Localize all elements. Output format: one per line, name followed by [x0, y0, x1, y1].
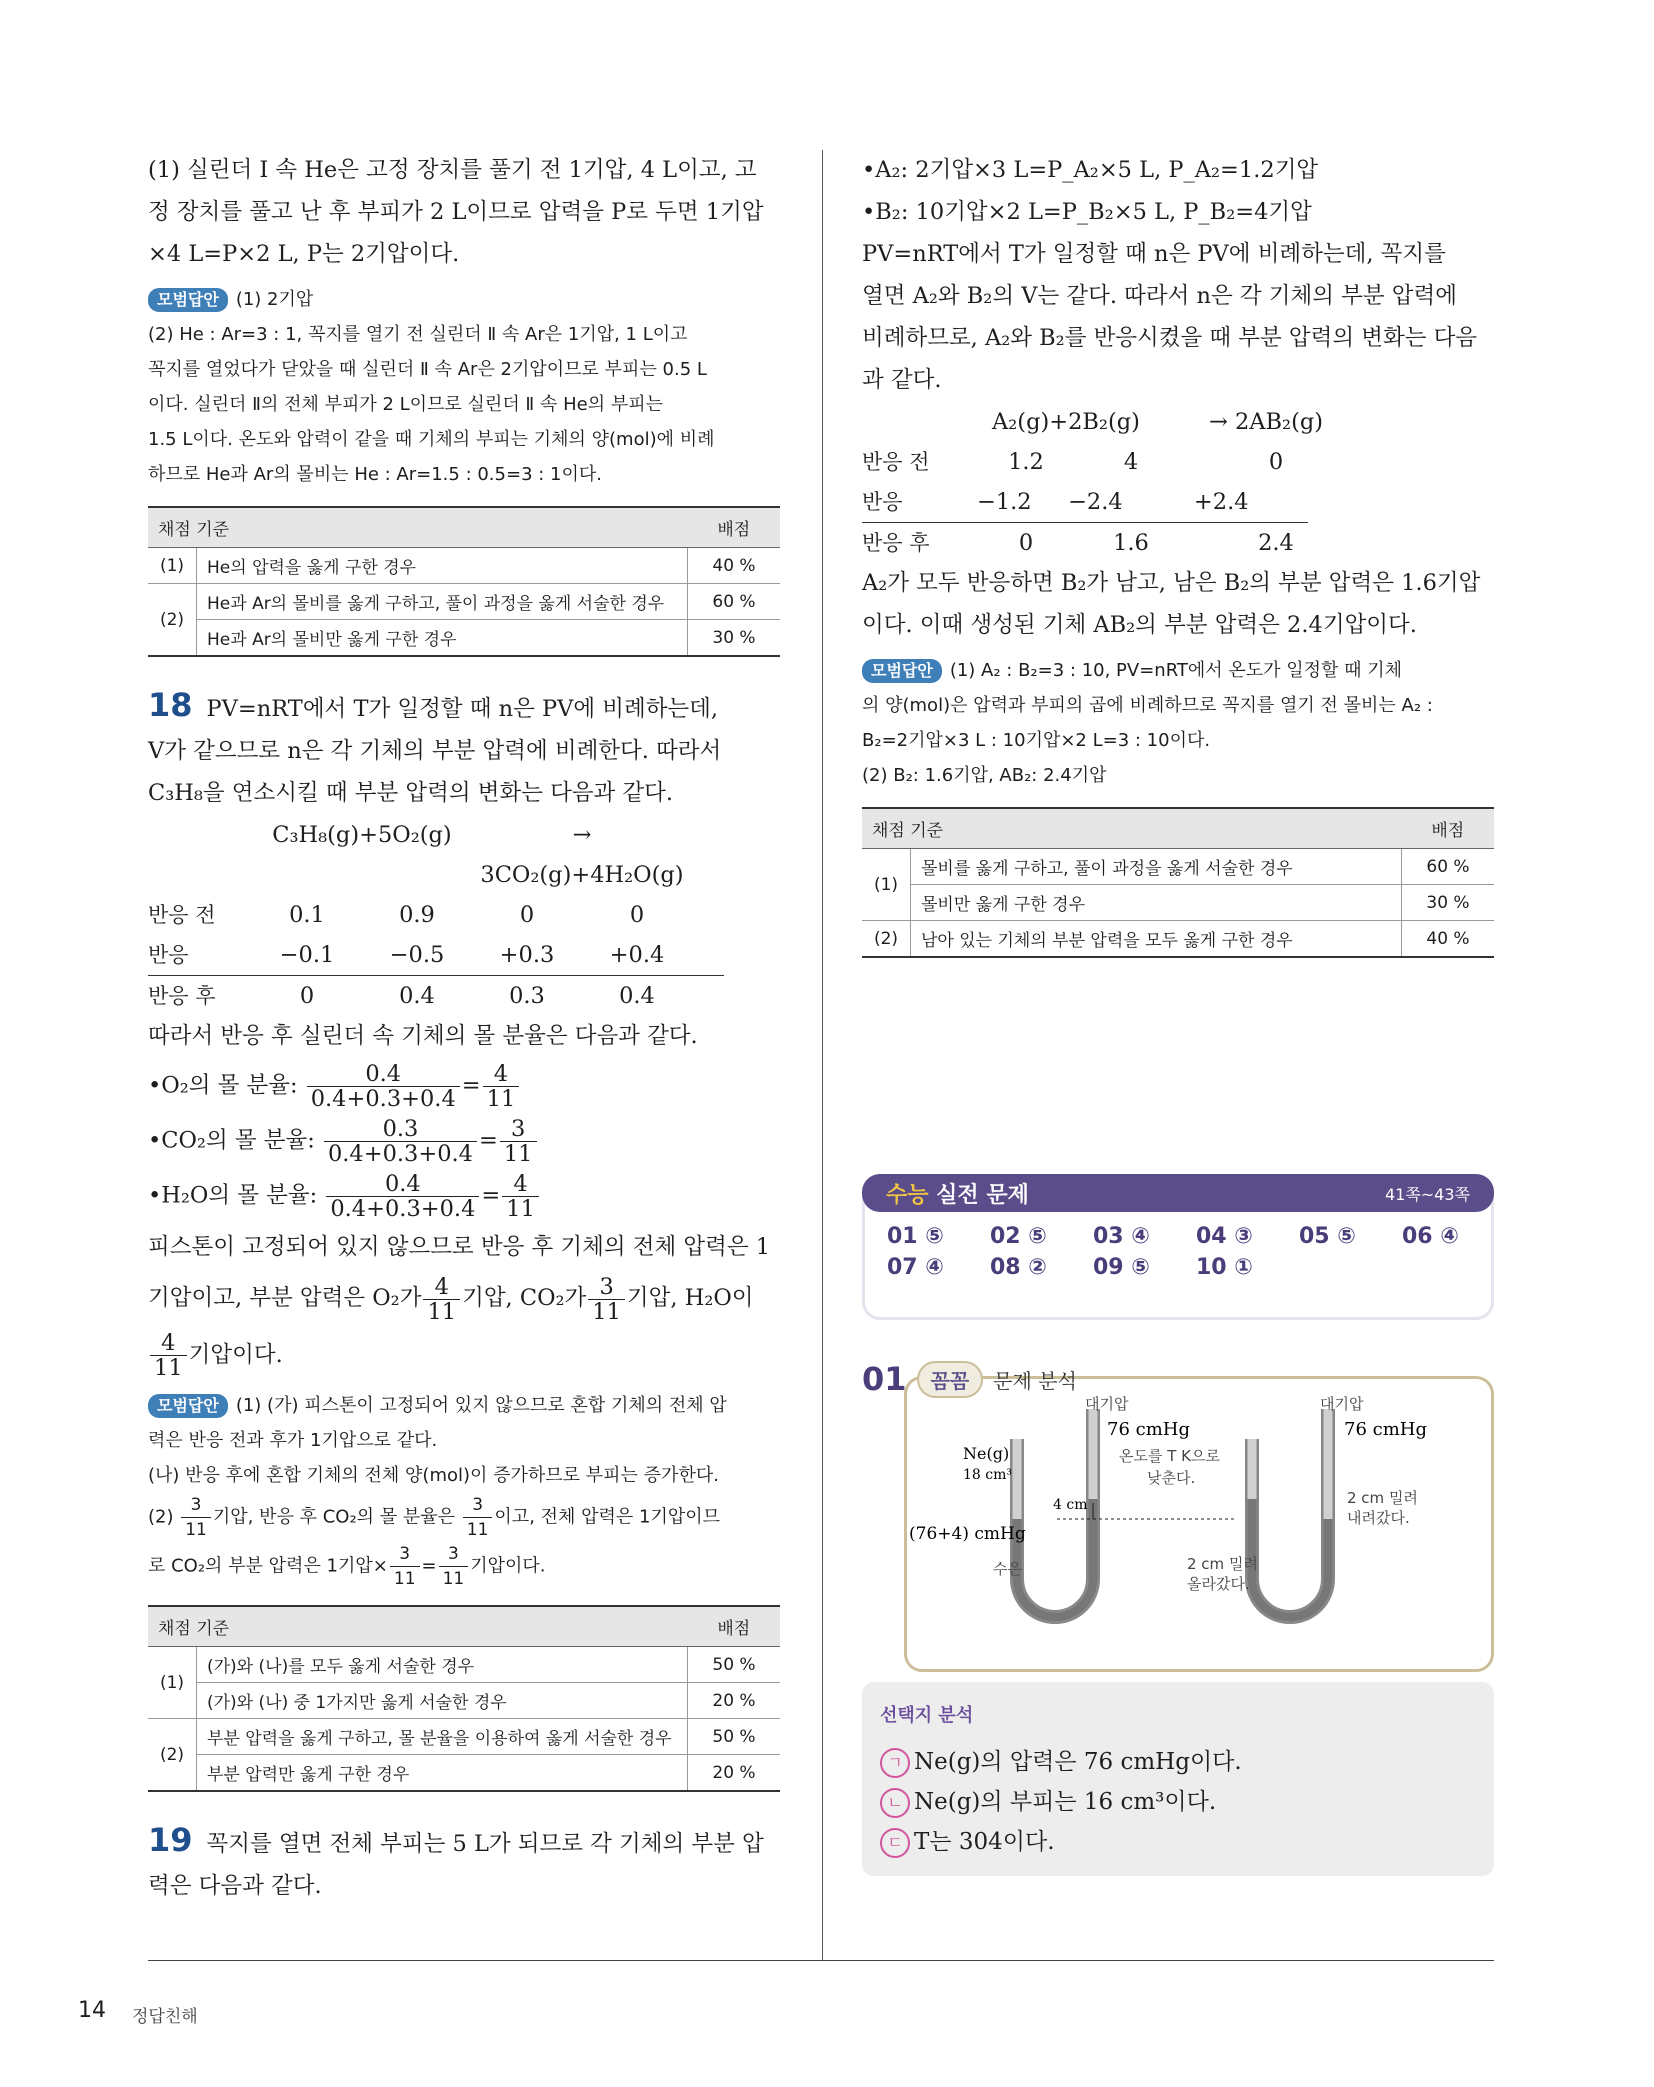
book-label: 정답친해 — [132, 2007, 198, 2027]
table-row: 몰비만 옳게 구한 경우 30 % — [862, 885, 1494, 921]
reaction-table-19: A₂(g)+2B₂(g) → 2AB₂(g) 반응 전 1.2 4 0 반응 −1.2 −2.4 +2.4 반응 후 0 1.6 2.4 — [862, 409, 1324, 556]
column-divider — [822, 150, 823, 1960]
q18-partial-pressure-line: 기압이고, 부분 압력은 O₂가 $\frac{4}{11}$ 기압, CO₂가 $\frac{3}{11}$ 기압, H₂O이 — [148, 1273, 754, 1325]
q19-line: 이다. 이때 생성된 기체 AB₂의 부분 압력은 2.4기압이다. — [862, 612, 1417, 638]
reaction-table-18: C₃H₈(g)+5O₂(g) → 3CO₂(g)+4H₂O(g) 반응 전 0.1 0.9 0 0 반응 −0.1 −0.5 +0.3 +0.4 반응 후 0 0.4 0.3 0.4 — [148, 815, 780, 1016]
q18-line: 피스톤이 고정되어 있지 않으므로 반응 후 기체의 전체 압력은 1 — [148, 1234, 771, 1260]
svg-text:2 cm 밀려: 2 cm 밀려 — [1347, 1489, 1418, 1507]
question-number: 19 — [148, 1821, 193, 1859]
choice-mark: ㄴ — [880, 1788, 910, 1818]
question-number: 18 — [148, 686, 193, 724]
answer-item: 03 ④ — [1093, 1224, 1150, 1249]
choice-item: ㄱ Ne(g)의 압력은 76 cmHg이다. — [880, 1742, 1476, 1782]
svg-text:내려갔다.: 내려갔다. — [1347, 1509, 1410, 1527]
table-row: (2) 남아 있는 기체의 부분 압력을 모두 옳게 구한 경우 40 % — [862, 921, 1494, 958]
choice-item: ㄷ T는 304이다. — [880, 1822, 1476, 1862]
table-row: (1) 몰비를 옳게 구하고, 풀이 과정을 옳게 서술한 경우 60 % — [862, 849, 1494, 885]
choice-item: ㄴ Ne(g)의 부피는 16 cm³이다. — [880, 1782, 1476, 1822]
svg-text:4 cm: 4 cm — [1053, 1497, 1088, 1513]
q18-partial-pressure-line: $\frac{4}{11}$ 기압이다. — [148, 1330, 780, 1381]
model-answer-badge: 모범답안 — [862, 659, 942, 683]
suneung-answer-box — [862, 1174, 1494, 1320]
table-row: (가)와 (나) 중 1가지만 옳게 서술한 경우 20 % — [148, 1683, 780, 1719]
table-row: 부분 압력만 옳게 구한 경우 20 % — [148, 1755, 780, 1792]
model-answer-badge: 모범답안 — [148, 1394, 228, 1418]
choice-mark: ㄱ — [880, 1748, 910, 1778]
q18-line: V가 같으므로 n은 각 기체의 부분 압력에 비례한다. 따라서 — [148, 738, 722, 764]
model-answer-badge: 모범답안 — [148, 288, 228, 312]
mole-fraction-o2: •O₂의 몰 분율: $\frac{0.4}{0.4+0.3+0.4}$ = $\frac{4}{11}$ — [148, 1062, 780, 1111]
q18-line: 따라서 반응 후 실린더 속 기체의 몰 분율은 다음과 같다. — [148, 1023, 698, 1049]
suneung-title: 수능 실전 문제 — [886, 1182, 1029, 1208]
q19-line: 열면 A₂와 B₂의 V는 같다. 따라서 n은 각 기체의 부분 압력에 — [862, 283, 1457, 309]
q17-line: 정 장치를 풀고 난 후 부피가 2 L이므로 압력을 P로 두면 1기압 — [148, 199, 764, 225]
choice-analysis — [862, 1682, 1494, 1876]
q17-line: (1) 실린더 Ⅰ 속 He은 고정 장치를 풀기 전 1기압, 4 L이고, 고 — [148, 157, 757, 183]
page-number: 14 — [78, 1998, 106, 2023]
q19-line: A₂가 모두 반응하면 B₂가 남고, 남은 B₂의 부분 압력은 1.6기압 — [862, 570, 1481, 596]
svg-text:Ne(g): Ne(g) — [963, 1444, 1010, 1463]
answer-item: 06 ④ — [1402, 1224, 1459, 1249]
svg-text:76 cmHg: 76 cmHg — [1344, 1419, 1427, 1440]
mole-fraction-co2: •CO₂의 몰 분율: $\frac{0.3}{0.4+0.3+0.4}$ = $\frac{3}{11}$ — [148, 1117, 780, 1166]
answer-item: 09 ⑤ — [1093, 1255, 1150, 1280]
diagram-frame — [904, 1376, 1494, 1672]
right-column — [862, 150, 1494, 1876]
q19-line: 비례하므로, A₂와 B₂를 반응시켰을 때 부분 압력의 변화는 다음 — [862, 325, 1478, 351]
problem-01-analysis — [862, 1360, 1494, 1876]
svg-text:2 cm 밀려: 2 cm 밀려 — [1187, 1555, 1258, 1573]
choice-mark: ㄷ — [880, 1828, 910, 1858]
table-row: He과 Ar의 몰비만 옳게 구한 경우 30 % — [148, 620, 780, 657]
answer-grid — [865, 1212, 1491, 1292]
page-range: 41쪽~43쪽 — [1384, 1184, 1470, 1204]
scoring-table-19: 채점 기준 배점 (1) 몰비를 옳게 구하고, 풀이 과정을 옳게 서술한 경우 60 % 몰비만 옳게 구한 경우 30 % (2) 남아 있는 기체의 부분 압력을 모두 옳게 구한 경우 40 % — [862, 807, 1494, 958]
model-answer-17: 모범답안 (1) 2기압 (2) He : Ar=3 : 1, 꼭지를 열기 전 실린더 Ⅱ 속 Ar은 1기압, 1 L이고 꼭지를 열었다가 닫았을 때 실린더 Ⅱ 속 Ar은 2기압이므로 부피는 0.5 L 이다. 실린더 Ⅱ의 전체 부피가 2 L이므로 실린더 Ⅱ 속 He의 부피는 1.5 L이다. 온도와 압력이 같을 때 기체의 부피는 기체의 양(mol)에 비례 하므로 He과 Ar의 몰비는 He : Ar=1.5 : 0.5=3 : 1이다. — [148, 289, 715, 485]
table-row: (2) 부분 압력을 옳게 구하고, 몰 분율을 이용하여 옳게 서술한 경우 50 % — [148, 1719, 780, 1755]
svg-text:수은: 수은 — [993, 1560, 1022, 1578]
q19-line: PV=nRT에서 T가 일정할 때 n은 PV에 비례하는데, 꼭지를 — [862, 241, 1446, 267]
svg-text:18 cm³: 18 cm³ — [963, 1467, 1012, 1483]
table-row: (1) (가)와 (나)를 모두 옳게 서술한 경우 50 % — [148, 1647, 780, 1683]
svg-text:대기압: 대기압 — [1085, 1395, 1129, 1413]
q19-line: 19 꼭지를 열면 전체 부피는 5 L가 되므로 각 기체의 부분 압 — [148, 1821, 764, 1859]
scoring-table-17: 채점 기준 배점 (1) He의 압력을 옳게 구한 경우 40 % (2) He과 Ar의 몰비를 옳게 구하고, 풀이 과정을 옳게 서술한 경우 60 % He과 Ar의 몰비만 옳게 구한 경우 30 % — [148, 506, 780, 657]
footer-rule — [148, 1960, 1494, 1961]
model-answer-18: 모범답안 (1) (가) 피스톤이 고정되어 있지 않으므로 혼합 기체의 전체 압 력은 반응 전과 후가 1기압으로 같다. (나) 반응 후에 혼합 기체의 전체 양(mol)이 증가하므로 부피는 증가한다. (2) $\frac{3}{11}$ 기압, 반응 후 CO₂의 몰 분율은 $\frac{3}{11}$ 이고, 전체 압력은 1기압이므 로 CO₂의 부분 압력은 1기압× $\frac{3}{11}$ = $\frac{3}{11}$ 기압이다. — [148, 1395, 727, 1589]
kkom-badge: 꼼꼼 — [917, 1361, 984, 1398]
answer-item: 05 ⑤ — [1299, 1224, 1356, 1249]
svg-text:낮춘다.: 낮춘다. — [1147, 1469, 1196, 1487]
q19-line: •A₂: 2기압×3 L=P_A₂×5 L, P_A₂=1.2기압 — [862, 157, 1319, 183]
q19-line: •B₂: 10기압×2 L=P_B₂×5 L, P_B₂=4기압 — [862, 199, 1312, 225]
q19-line: 력은 다음과 같다. — [148, 1873, 322, 1899]
svg-text:76 cmHg: 76 cmHg — [1107, 1419, 1190, 1440]
answer-item: 01 ⑤ — [887, 1224, 944, 1249]
table-row: (2) He과 Ar의 몰비를 옳게 구하고, 풀이 과정을 옳게 서술한 경우 60 % — [148, 584, 780, 620]
left-column — [148, 150, 780, 1908]
q18-line: 18 PV=nRT에서 T가 일정할 때 n은 PV에 비례하는데, — [148, 686, 719, 724]
svg-text:온도를 T K으로: 온도를 T K으로 — [1119, 1447, 1220, 1465]
q19-line: 과 같다. — [862, 367, 942, 393]
analysis-label: 문제 분석 — [993, 1368, 1077, 1393]
scoring-table-18: 채점 기준 배점 (1) (가)와 (나)를 모두 옳게 서술한 경우 50 % (가)와 (나) 중 1가지만 옳게 서술한 경우 20 % (2) 부분 압력을 옳게 구하고, 몰 분율을 이용하여 옳게 서술한 경우 50 % 부분 압력만 옳게 구한 경우 20 % — [148, 1605, 780, 1792]
suneung-header — [862, 1174, 1494, 1212]
answer-item: 02 ⑤ — [990, 1224, 1047, 1249]
answer-item: 04 ③ — [1196, 1224, 1253, 1249]
table-row: (1) He의 압력을 옳게 구한 경우 40 % — [148, 548, 780, 584]
svg-text:올라갔다.: 올라갔다. — [1187, 1575, 1250, 1593]
u-tube-diagram — [907, 1379, 1497, 1663]
q17-line: ×4 L=P×2 L, P는 2기압이다. — [148, 241, 460, 267]
choice-analysis-title: 선택지 분석 — [880, 1705, 974, 1726]
svg-text:(76+4) cmHg: (76+4) cmHg — [909, 1524, 1026, 1544]
question-number: 01 — [862, 1360, 907, 1398]
answer-item: 07 ④ — [887, 1255, 944, 1280]
model-answer-19: 모범답안 (1) A₂ : B₂=3 : 10, PV=nRT에서 온도가 일정할 때 기체 의 양(mol)은 압력과 부피의 곱에 비례하므로 꼭지를 열기 전 몰비는 A₂ : B₂=2기압×3 L : 10기압×2 L=3 : 10이다. (2) B₂: 1.6기압, AB₂: 2.4기압 — [862, 660, 1433, 786]
answer-item: 08 ② — [990, 1255, 1047, 1280]
q18-line: C₃H₈을 연소시킬 때 부분 압력의 변화는 다음과 같다. — [148, 780, 674, 806]
svg-text:대기압: 대기압 — [1320, 1395, 1364, 1413]
mole-fraction-h2o: •H₂O의 몰 분율: $\frac{0.4}{0.4+0.3+0.4}$ = $\frac{4}{11}$ — [148, 1172, 780, 1221]
answer-item: 10 ① — [1196, 1255, 1253, 1280]
